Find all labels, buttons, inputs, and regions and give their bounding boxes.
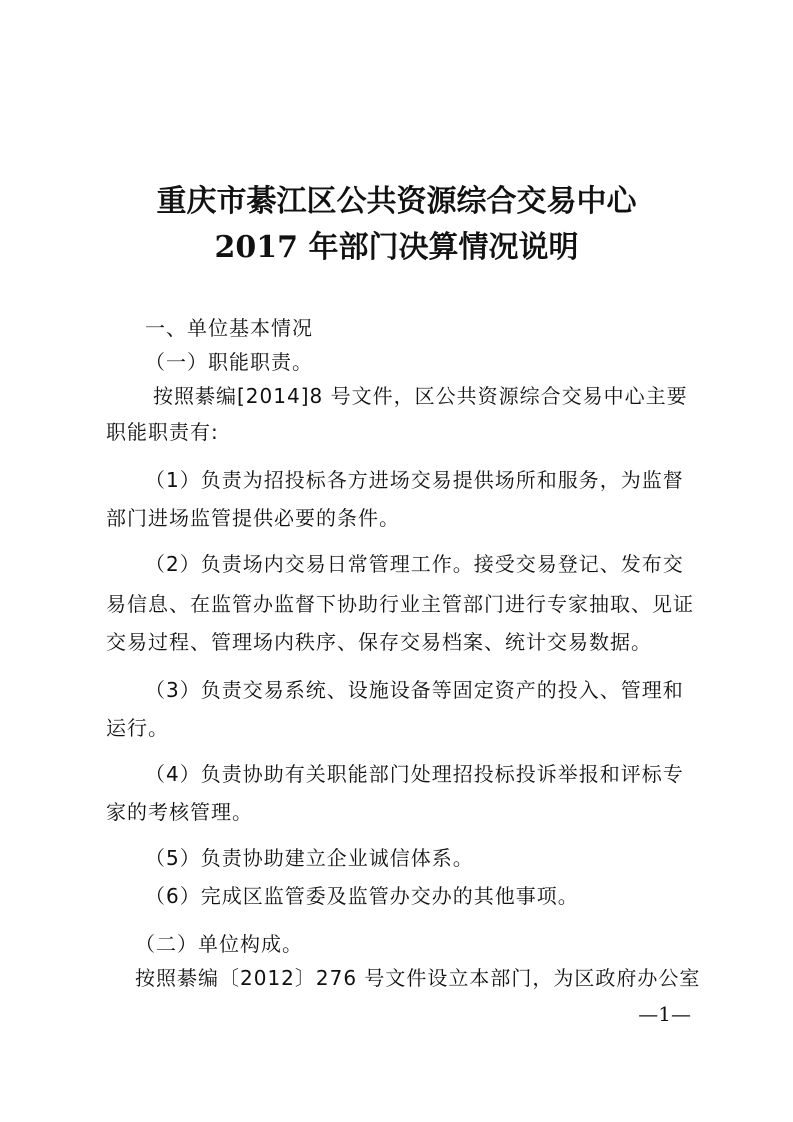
duty-item-5: （5）负责协助建立企业诚信体系。 <box>145 846 474 870</box>
duty-item-2-line1: （2）负责场内交易日常管理工作。接受交易登记、发布交 <box>145 552 684 576</box>
duty-item-4-line2: 家的考核管理。 <box>106 800 253 824</box>
subsection-heading-duties: （一）职能职责。 <box>145 350 313 374</box>
duty-item-6: （6）完成区监管委及监管办交办的其他事项。 <box>145 884 579 908</box>
document-title-line2: 2017 年部门决算情况说明 <box>214 230 579 265</box>
duty-item-1-line1: （1）负责为招投标各方进场交易提供场所和服务，为监督 <box>145 468 684 492</box>
duty-item-3-line1: （3）负责交易系统、设施设备等固定资产的投入、管理和 <box>145 678 684 702</box>
page-number: —1— <box>638 1002 691 1026</box>
duty-item-2-line3: 交易过程、管理场内秩序、保存交易档案、统计交易数据。 <box>106 630 652 654</box>
duty-item-3-line2: 运行。 <box>106 716 169 740</box>
paragraph-intro-line2: 职能职责有: <box>106 420 219 444</box>
subsection-heading-composition: （二）单位构成。 <box>135 932 303 956</box>
duty-item-2-line2: 易信息、在监管办监督下协助行业主管部门进行专家抽取、见证 <box>106 592 694 616</box>
paragraph-composition-line1: 按照綦编〔2012〕276 号文件设立本部门，为区政府办公室 <box>135 966 701 990</box>
section-heading-basic-info: 一、单位基本情况 <box>145 316 313 340</box>
duty-item-4-line1: （4）负责协助有关职能部门处理招投标投诉举报和评标专 <box>145 762 684 786</box>
duty-item-1-line2: 部门进场监管提供必要的条件。 <box>106 506 400 530</box>
document-title-line1: 重庆市綦江区公共资源综合交易中心 <box>156 184 637 219</box>
paragraph-intro-line1: 按照綦编[2014]8 号文件，区公共资源综合交易中心主要 <box>153 384 688 408</box>
